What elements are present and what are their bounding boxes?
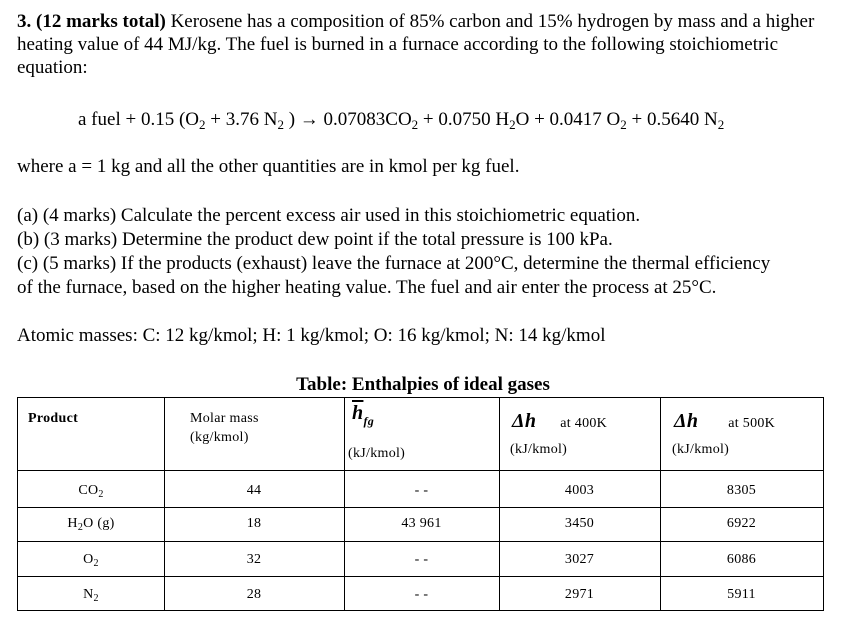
- header-molar-mass-unit: (kg/kmol): [190, 430, 249, 445]
- cell-product: $N_2$: [83, 587, 99, 604]
- eq-sub: 2: [509, 117, 516, 132]
- header-hfg-unit: (kJ/kmol): [348, 446, 406, 461]
- cell-dh500: 5911: [727, 587, 756, 602]
- cell-product: $O_2$: [83, 552, 99, 569]
- table-title: Table: Enthalpies of ideal gases: [296, 374, 550, 395]
- eq-part-2: ) → 0.07083CO: [283, 109, 412, 130]
- hfg-subscript: fg: [363, 414, 375, 428]
- eq-sub: 2: [411, 117, 419, 132]
- eq-part-fuel: a fuel + 0.15 (O: [78, 109, 199, 130]
- header-dh400-unit: (kJ/kmol): [510, 442, 568, 457]
- col-divider: [499, 398, 500, 610]
- cell-hfg: 43 961: [401, 516, 442, 531]
- cell-dh400: 3450: [564, 516, 595, 531]
- problem-heading: 3. (12 marks total): [17, 11, 166, 32]
- col-divider: [164, 398, 165, 610]
- header-dh500: [674, 412, 775, 433]
- eq-sub: 2: [717, 117, 725, 132]
- cell-molar-mass: 28: [246, 587, 262, 602]
- part-c-continued: of the furnace, based on the higher heating value. The fuel and air enter the process at 25°C.: [17, 277, 717, 298]
- header-product: Product: [28, 411, 79, 426]
- eq-part-1: + 3.76 N: [205, 109, 278, 130]
- stoichiometric-equation: [78, 108, 724, 131]
- dh-symbol: Δh: [512, 410, 537, 432]
- cell-dh500: 6922: [726, 516, 757, 531]
- part-a: (a) (4 marks) Calculate the percent excess air used in this stoichiometric equation.: [17, 205, 641, 226]
- header-dh400: [512, 412, 607, 433]
- cell-dh400: 2971: [564, 587, 595, 602]
- cell-product: $H_2O$ (g): [67, 516, 115, 533]
- row-divider: [18, 507, 823, 508]
- eq-part-3: + 0.0750 H: [418, 109, 510, 130]
- cell-hfg: - -: [414, 483, 429, 498]
- atomic-masses: Atomic masses: C: 12 kg/kmol; H: 1 kg/kmol; O: 16 kg/kmol; N: 14 kg/kmol: [17, 325, 606, 346]
- eq-sub: 2: [620, 117, 627, 132]
- dh-symbol: Δh: [674, 410, 699, 432]
- eq-part-5: + 0.5640 N: [626, 109, 718, 130]
- cell-hfg: - -: [414, 552, 429, 567]
- cell-dh500: 6086: [726, 552, 757, 567]
- enthalpy-table: [17, 397, 824, 611]
- cell-product: $CO_2$: [78, 483, 104, 500]
- cell-dh400: 4003: [564, 483, 595, 498]
- header-divider: [18, 470, 823, 471]
- row-divider: [18, 576, 823, 577]
- dh500-label: at 500K: [728, 416, 776, 431]
- problem-intro: [17, 10, 829, 79]
- cell-hfg: - -: [414, 587, 429, 602]
- part-c: (c) (5 marks) If the products (exhaust) leave the furnace at 200°C, determine the thermal efficiency: [17, 253, 771, 274]
- eq-sub: 2: [277, 117, 284, 132]
- cell-molar-mass: 18: [246, 516, 262, 531]
- header-dh500-unit: (kJ/kmol): [672, 442, 730, 457]
- col-divider: [660, 398, 661, 610]
- eq-sub: 2: [199, 117, 206, 132]
- cell-dh500: 8305: [726, 483, 757, 498]
- eq-part-4: O + 0.0417 O: [515, 109, 621, 130]
- header-hfg: [352, 402, 375, 428]
- cell-molar-mass: 44: [246, 483, 262, 498]
- hfg-symbol: $\overline{h}$: [352, 402, 364, 424]
- col-divider: [344, 398, 345, 610]
- header-molar-mass: Molar mass: [190, 411, 259, 426]
- part-b: (b) (3 marks) Determine the product dew point if the total pressure is 100 kPa.: [17, 229, 613, 250]
- problem-intro-text: Kerosene has a composition of 85% carbon and 15% hydrogen by mass and a higher heating value of 44 MJ/kg. The fuel is burned in a furnace according to the following stoichiometric equation:: [17, 11, 815, 78]
- cell-dh400: 3027: [564, 552, 595, 567]
- dh400-label: at 400K: [560, 416, 608, 431]
- cell-molar-mass: 32: [246, 552, 262, 567]
- where-statement: where a = 1 kg and all the other quantities are in kmol per kg fuel.: [17, 156, 520, 177]
- row-divider: [18, 541, 823, 542]
